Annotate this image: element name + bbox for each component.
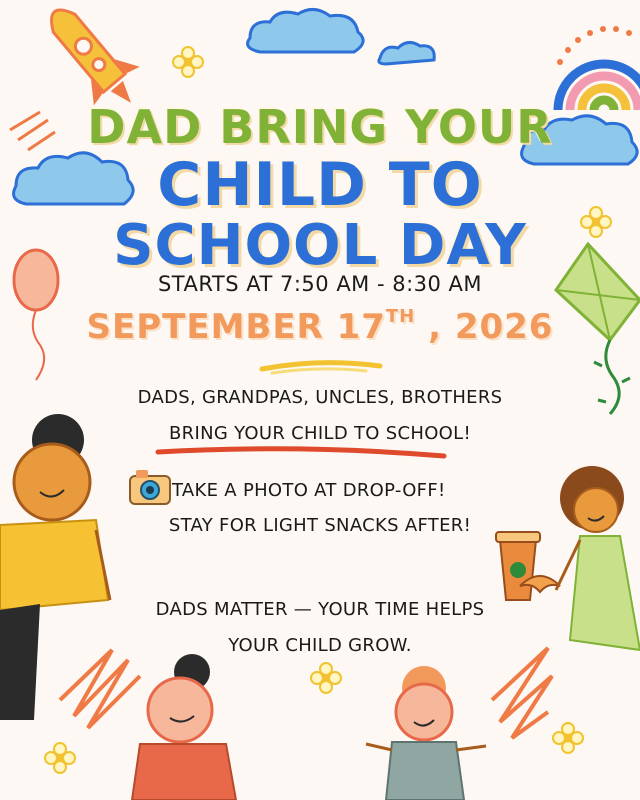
event-date: [0, 306, 640, 347]
child-drawing-icon: [132, 654, 236, 800]
start-time: STARTS AT 7:50 AM - 8:30 AM: [157, 272, 483, 296]
date-suffix: TH: [385, 306, 416, 327]
flower-icon: [173, 47, 203, 77]
child-drawing-icon: [556, 466, 640, 650]
camera-icon: [130, 470, 170, 504]
date-year: , 2026: [428, 307, 554, 347]
title-line-1: DAD BRING YOUR: [87, 100, 553, 154]
title-line-2: CHILD TO: [157, 150, 483, 220]
call-to-action: BRING YOUR CHILD TO SCHOOL!: [169, 423, 471, 444]
flower-icon: [45, 743, 75, 773]
coffee-cup-icon: [496, 532, 540, 600]
flower-icon: [553, 723, 583, 753]
photo-line: TAKE A PHOTO AT DROP-OFF!: [172, 480, 446, 501]
child-drawing-icon: [366, 666, 486, 800]
message-line-2: YOUR CHILD GROW.: [228, 635, 412, 656]
child-drawing-icon: [0, 414, 110, 720]
title-line-3: SCHOOL DAY: [113, 213, 527, 278]
invite-line: DADS, GRANDPAS, UNCLES, BROTHERS: [137, 387, 503, 408]
message-line-1: DADS MATTER — YOUR TIME HELPS: [155, 599, 485, 620]
cloud-icon: [379, 42, 434, 64]
cloud-icon: [248, 9, 364, 52]
snacks-line: STAY FOR LIGHT SNACKS AFTER!: [168, 515, 472, 536]
date-main: SEPTEMBER 17: [86, 307, 386, 347]
scribble-icon: [60, 648, 552, 738]
flower-icon: [311, 663, 341, 693]
